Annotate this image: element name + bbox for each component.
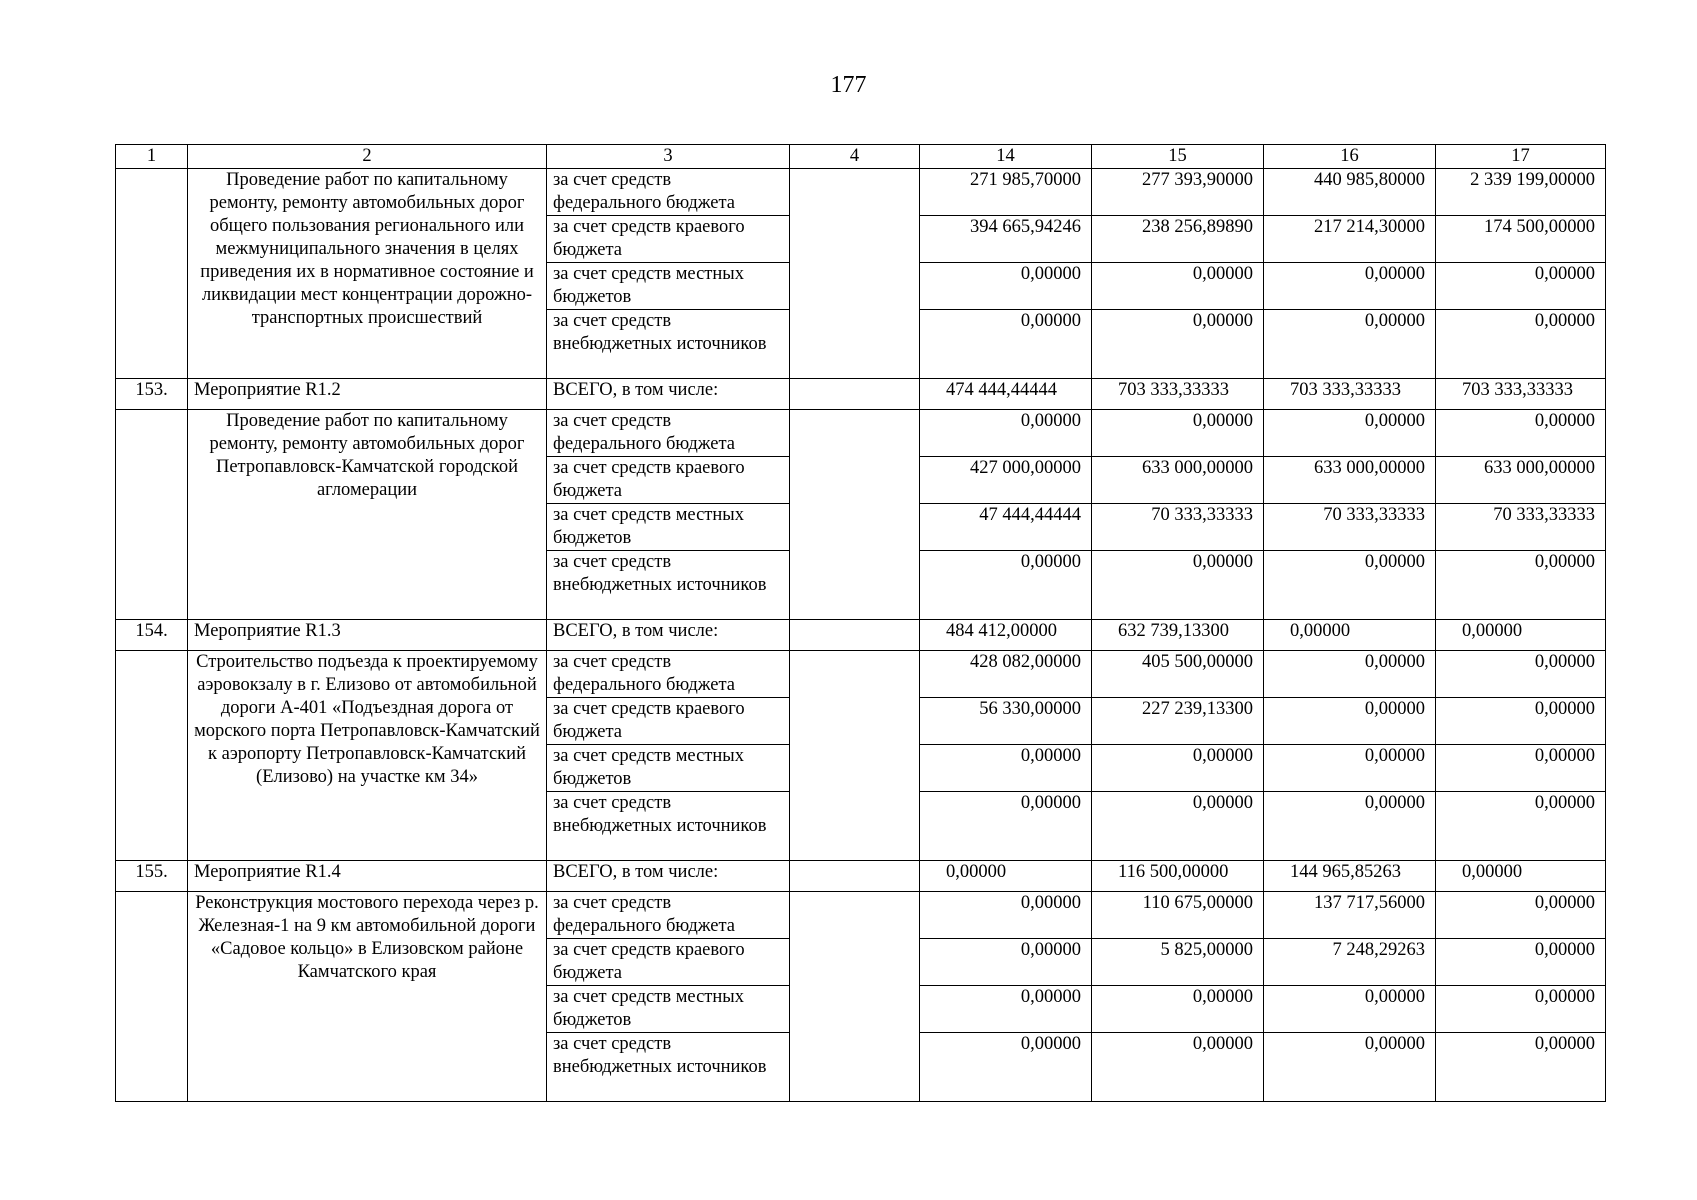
value-cell: 0,00000 — [920, 792, 1092, 861]
measure-description: Реконструкция мостового перехода через р. Железная-1 на 9 км автомобильной дороги «Садовое кольцо» в Елизовском районе Камчатского края — [188, 892, 547, 1102]
funding-source-label: за счет средств внебюджетных источников — [547, 310, 790, 379]
value-cell: 0,00000 — [1092, 263, 1264, 310]
value-cell: 0,00000 — [920, 892, 1092, 939]
value-cell: 427 000,00000 — [920, 457, 1092, 504]
source-row — [116, 169, 1606, 216]
value-cell: 0,00000 — [1092, 410, 1264, 457]
value-cell: 0,00000 — [920, 310, 1092, 379]
value-cell: 0,00000 — [920, 745, 1092, 792]
value-cell: 137 717,56000 — [1264, 892, 1436, 939]
value-cell: 0,00000 — [1436, 745, 1606, 792]
value-cell: 2 339 199,00000 — [1436, 169, 1606, 216]
value-cell: 47 444,44444 — [920, 504, 1092, 551]
value-cell: 0,00000 — [1264, 551, 1436, 620]
value-cell: 217 214,30000 — [1264, 216, 1436, 263]
funding-source-label: за счет средств федерального бюджета — [547, 169, 790, 216]
measure-title: Мероприятие R1.2 — [188, 379, 547, 410]
column-4-cell — [790, 379, 920, 410]
value-cell: 0,00000 — [920, 986, 1092, 1033]
value-cell: 0,00000 — [1436, 792, 1606, 861]
value-cell: 271 985,70000 — [920, 169, 1092, 216]
value-cell: 0,00000 — [1436, 310, 1606, 379]
column-4-cell — [790, 410, 920, 620]
total-label: ВСЕГО, в том числе: — [547, 620, 790, 651]
column-header: 15 — [1092, 145, 1264, 169]
funding-source-label: за счет средств местных бюджетов — [547, 745, 790, 792]
index-cell-empty — [116, 169, 188, 379]
column-header: 1 — [116, 145, 188, 169]
value-cell: 0,00000 — [1264, 651, 1436, 698]
measure-index: 153. — [116, 379, 188, 410]
value-cell: 0,00000 — [920, 939, 1092, 986]
value-cell: 0,00000 — [920, 410, 1092, 457]
index-cell-empty — [116, 651, 188, 861]
value-cell: 0,00000 — [1436, 698, 1606, 745]
value-cell: 70 333,33333 — [1264, 504, 1436, 551]
value-cell: 5 825,00000 — [1092, 939, 1264, 986]
value-cell: 440 985,80000 — [1264, 169, 1436, 216]
value-cell: 0,00000 — [1264, 792, 1436, 861]
index-cell-empty — [116, 410, 188, 620]
funding-source-label: за счет средств внебюджетных источников — [547, 1033, 790, 1102]
total-value-cell: 703 333,33333 — [1436, 379, 1606, 410]
total-value-cell: 144 965,85263 — [1264, 861, 1436, 892]
column-4-cell — [790, 169, 920, 379]
measure-title: Мероприятие R1.3 — [188, 620, 547, 651]
funding-source-label: за счет средств краевого бюджета — [547, 698, 790, 745]
total-value-cell: 0,00000 — [1264, 620, 1436, 651]
column-header: 3 — [547, 145, 790, 169]
column-header: 16 — [1264, 145, 1436, 169]
value-cell: 7 248,29263 — [1264, 939, 1436, 986]
value-cell: 0,00000 — [1264, 698, 1436, 745]
value-cell: 394 665,94246 — [920, 216, 1092, 263]
page-number: 177 — [830, 72, 867, 98]
measure-description: Проведение работ по капитальному ремонту, ремонту автомобильных дорог общего пользования регионального или межмуниципального значения в целях приведения их в нормативное состояние и ликвидации мест концентрации дорожно-транспортных происшествий — [188, 169, 547, 379]
value-cell: 0,00000 — [1264, 745, 1436, 792]
value-cell: 110 675,00000 — [1092, 892, 1264, 939]
value-cell: 0,00000 — [920, 1033, 1092, 1102]
total-label: ВСЕГО, в том числе: — [547, 861, 790, 892]
total-value-cell: 632 739,13300 — [1092, 620, 1264, 651]
value-cell: 633 000,00000 — [1092, 457, 1264, 504]
measure-description: Проведение работ по капитальному ремонту, ремонту автомобильных дорог Петропавловск-Камчатской городской агломерации — [188, 410, 547, 620]
value-cell: 174 500,00000 — [1436, 216, 1606, 263]
funding-source-label: за счет средств федерального бюджета — [547, 892, 790, 939]
total-value-cell: 703 333,33333 — [1092, 379, 1264, 410]
value-cell: 238 256,89890 — [1092, 216, 1264, 263]
funding-source-label: за счет средств внебюджетных источников — [547, 792, 790, 861]
value-cell: 633 000,00000 — [1264, 457, 1436, 504]
column-header: 2 — [188, 145, 547, 169]
value-cell: 0,00000 — [1436, 410, 1606, 457]
budget-table — [115, 144, 1606, 1102]
total-value-cell: 474 444,44444 — [920, 379, 1092, 410]
column-4-cell — [790, 861, 920, 892]
measure-description: Строительство подъезда к проектируемому аэровокзалу в г. Елизово от автомобильной дороги А-401 «Подъездная дорога от морского порта Петропавловск-Камчатский к аэропорту Петропавловск-Камчатский (Елизово) на участке км 34» — [188, 651, 547, 861]
value-cell: 70 333,33333 — [1436, 504, 1606, 551]
index-cell-empty — [116, 892, 188, 1102]
total-value-cell: 116 500,00000 — [1092, 861, 1264, 892]
value-cell: 0,00000 — [1092, 551, 1264, 620]
value-cell: 0,00000 — [1092, 1033, 1264, 1102]
value-cell: 0,00000 — [1436, 263, 1606, 310]
value-cell: 227 239,13300 — [1092, 698, 1264, 745]
source-row — [116, 651, 1606, 698]
value-cell: 0,00000 — [1092, 792, 1264, 861]
funding-source-label: за счет средств местных бюджетов — [547, 263, 790, 310]
measure-title: Мероприятие R1.4 — [188, 861, 547, 892]
value-cell: 0,00000 — [920, 551, 1092, 620]
funding-source-label: за счет средств краевого бюджета — [547, 216, 790, 263]
value-cell: 633 000,00000 — [1436, 457, 1606, 504]
funding-source-label: за счет средств внебюджетных источников — [547, 551, 790, 620]
value-cell: 0,00000 — [1264, 263, 1436, 310]
value-cell: 0,00000 — [1092, 745, 1264, 792]
source-row — [116, 410, 1606, 457]
funding-source-label: за счет средств местных бюджетов — [547, 986, 790, 1033]
value-cell: 405 500,00000 — [1092, 651, 1264, 698]
value-cell: 0,00000 — [920, 263, 1092, 310]
source-row — [116, 892, 1606, 939]
value-cell: 0,00000 — [1264, 310, 1436, 379]
total-value-cell: 484 412,00000 — [920, 620, 1092, 651]
value-cell: 0,00000 — [1264, 410, 1436, 457]
measure-total-row — [116, 379, 1606, 410]
measure-index: 155. — [116, 861, 188, 892]
value-cell: 0,00000 — [1436, 939, 1606, 986]
column-4-cell — [790, 892, 920, 1102]
value-cell: 428 082,00000 — [920, 651, 1092, 698]
column-4-cell — [790, 651, 920, 861]
value-cell: 0,00000 — [1436, 1033, 1606, 1102]
total-value-cell: 0,00000 — [1436, 620, 1606, 651]
funding-source-label: за счет средств местных бюджетов — [547, 504, 790, 551]
column-header: 4 — [790, 145, 920, 169]
funding-source-label: за счет средств федерального бюджета — [547, 651, 790, 698]
total-value-cell: 0,00000 — [920, 861, 1092, 892]
total-label: ВСЕГО, в том числе: — [547, 379, 790, 410]
measure-total-row — [116, 861, 1606, 892]
column-header: 14 — [920, 145, 1092, 169]
header-row — [116, 145, 1606, 169]
measure-total-row — [116, 620, 1606, 651]
column-header: 17 — [1436, 145, 1606, 169]
value-cell: 70 333,33333 — [1092, 504, 1264, 551]
value-cell: 0,00000 — [1436, 551, 1606, 620]
value-cell: 0,00000 — [1264, 1033, 1436, 1102]
total-value-cell: 0,00000 — [1436, 861, 1606, 892]
value-cell: 277 393,90000 — [1092, 169, 1264, 216]
value-cell: 0,00000 — [1436, 986, 1606, 1033]
measure-index: 154. — [116, 620, 188, 651]
value-cell: 56 330,00000 — [920, 698, 1092, 745]
value-cell: 0,00000 — [1092, 310, 1264, 379]
value-cell: 0,00000 — [1436, 892, 1606, 939]
total-value-cell: 703 333,33333 — [1264, 379, 1436, 410]
value-cell: 0,00000 — [1436, 651, 1606, 698]
funding-source-label: за счет средств краевого бюджета — [547, 457, 790, 504]
column-4-cell — [790, 620, 920, 651]
funding-source-label: за счет средств федерального бюджета — [547, 410, 790, 457]
value-cell: 0,00000 — [1264, 986, 1436, 1033]
funding-source-label: за счет средств краевого бюджета — [547, 939, 790, 986]
value-cell: 0,00000 — [1092, 986, 1264, 1033]
